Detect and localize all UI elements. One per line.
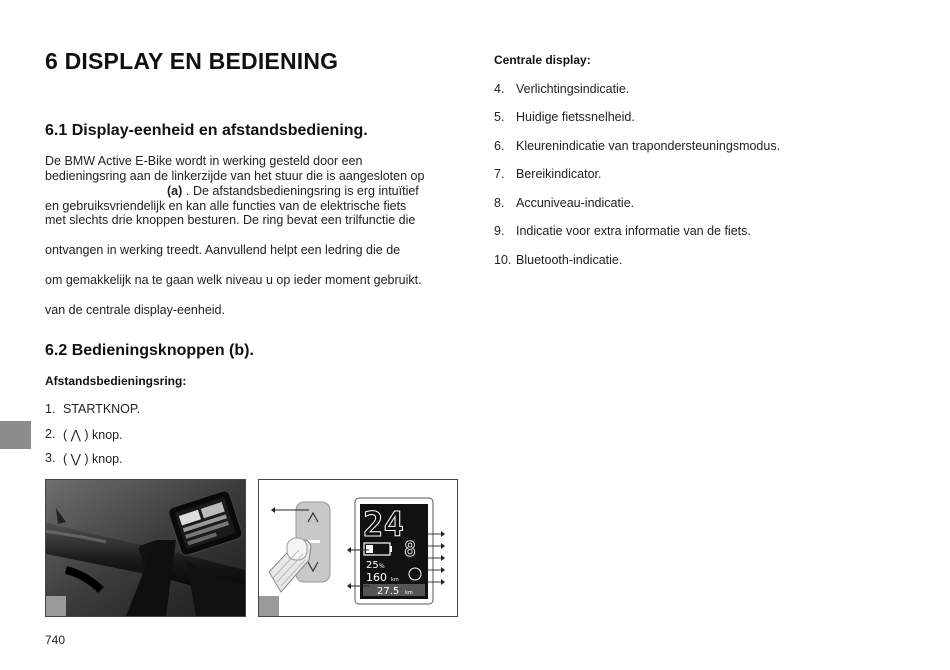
list-item-text: Kleurenindicatie van trapondersteuningsmodus. [516, 139, 781, 153]
list-item-text: ( ⋁ ) knop. [63, 452, 123, 466]
list-number: 2. [45, 427, 56, 441]
range-unit: km [391, 577, 399, 583]
list-number: 8. [494, 196, 505, 210]
chapter-title: 6 DISPLAY EN BEDIENING [45, 48, 339, 74]
paragraph-line: De BMW Active E-Bike wordt in werking gesteld door een [45, 154, 363, 168]
list-number: 4. [494, 82, 505, 96]
display-diagram [259, 480, 457, 616]
paragraph-line: . De afstandsbedieningsring is erg intuïtief [186, 184, 419, 198]
section-heading-6-1: 6.1 Display-eenheid en afstandsbediening. [45, 122, 368, 139]
list-number: 10. [494, 253, 512, 267]
list-item-text: Bluetooth-indicatie. [516, 253, 623, 267]
list-number: 3. [45, 451, 56, 465]
paragraph-line: van de centrale display-eenheid. [45, 303, 225, 317]
list-number: 6. [494, 139, 505, 153]
figure-label-box [46, 596, 66, 616]
paragraph-line: om gemakkelijk na te gaan welk niveau u op ieder moment gebruikt. [45, 273, 422, 287]
paragraph-line: en gebruiksvriendelijk en kan alle functies van de elektrische fiets [45, 199, 407, 213]
battery-percent: 25 [366, 560, 379, 571]
battery-percent-unit: % [379, 563, 385, 570]
list-item-text: STARTKNOP. [63, 402, 141, 416]
figure-ref-a: (a) [167, 184, 183, 198]
handlebar-photo-image [46, 480, 245, 616]
list-item-text: Accuniveau-indicatie. [516, 196, 635, 210]
list-number: 5. [494, 110, 505, 124]
odometer-readout: 27.5 [377, 586, 400, 597]
section-heading-6-2: 6.2 Bedieningsknoppen (b). [45, 342, 254, 359]
speed-readout: 24 [363, 505, 404, 545]
subheading-central-display: Centrale display: [494, 53, 591, 67]
list-item-text: Huidige fietssnelheid. [516, 110, 635, 124]
list-item-text: Bereikindicator. [516, 167, 602, 181]
figure-b-diagram [258, 479, 458, 617]
list-item [45, 402, 55, 416]
paragraph-line: bedieningsring aan de linkerzijde van het stuur die is aangesloten op [45, 169, 425, 183]
list-number: 1. [45, 402, 56, 416]
range-readout: 160 [366, 571, 387, 584]
list-item-text: Indicatie voor extra informatie van de fiets. [516, 224, 751, 238]
list-number: 7. [494, 167, 505, 181]
paragraph-line: met slechts drie knoppen besturen. De ring bevat een trilfunctie die [45, 213, 416, 227]
page-number: 740 [45, 633, 66, 647]
odometer-unit: km [405, 590, 413, 596]
subheading-remote-ring: Afstandsbedieningsring: [45, 374, 187, 388]
figure-a-photo [45, 479, 246, 617]
chapter-thumb-tab [0, 421, 31, 449]
list-item-text: Verlichtingsindicatie. [516, 82, 630, 96]
list-item-text: ( ⋀ ) knop. [63, 428, 123, 442]
assist-level-readout: 8 [404, 537, 417, 561]
figure-label-box [259, 596, 279, 616]
paragraph-line: ontvangen in werking treedt. Aanvullend helpt een ledring die de [45, 243, 401, 257]
start-button-icon [308, 540, 320, 543]
thumb-illustration [269, 538, 311, 592]
list-number: 9. [494, 224, 505, 238]
